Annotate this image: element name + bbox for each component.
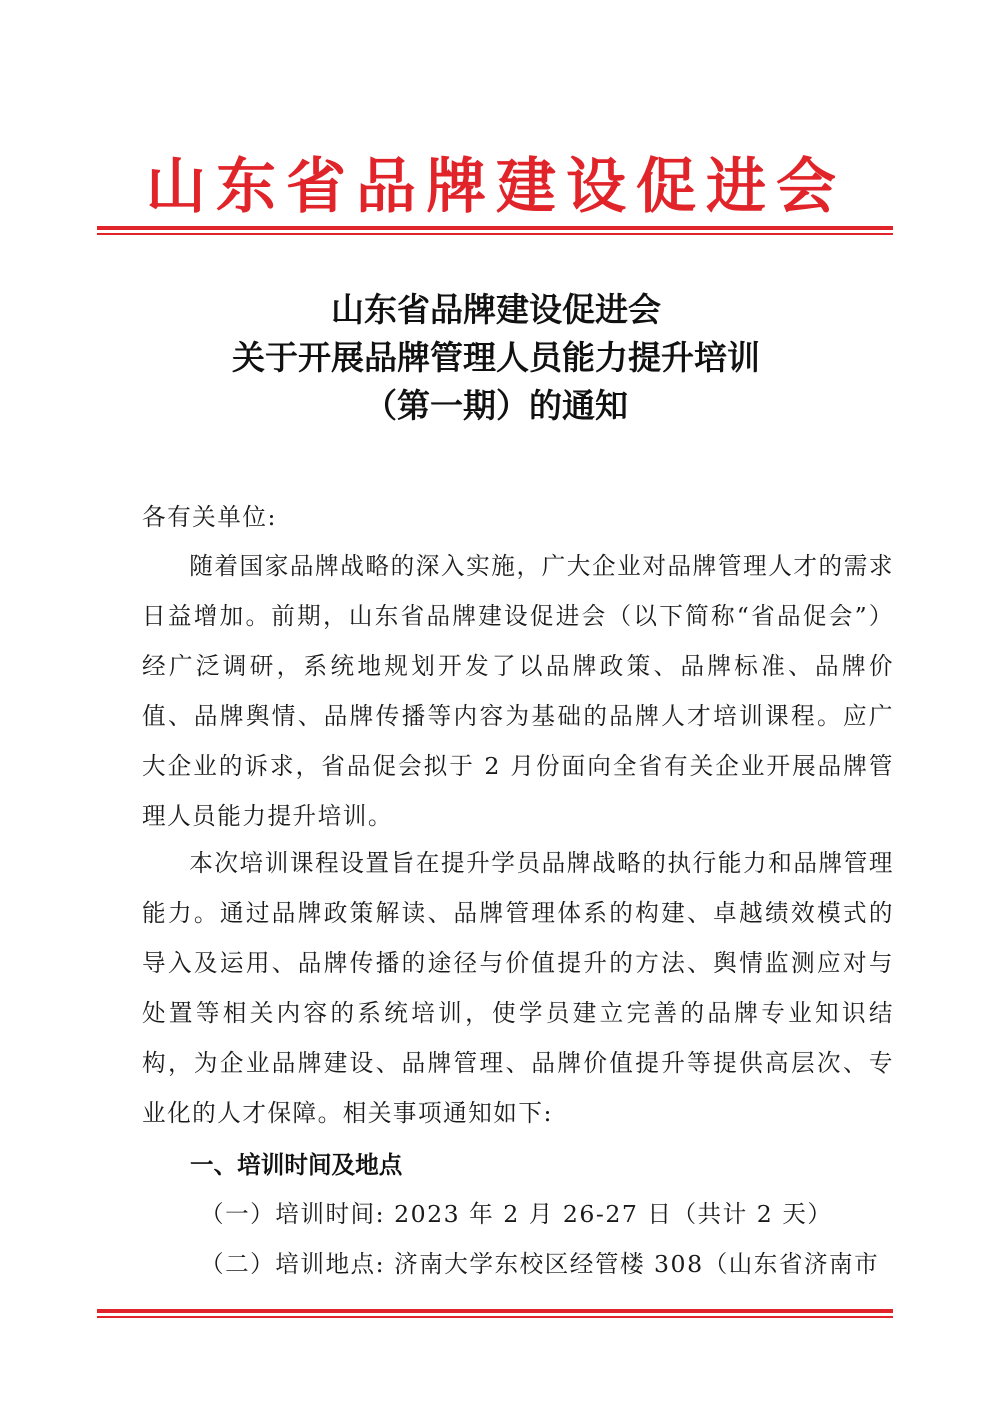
header-red-rule-thick [97,226,893,230]
item-training-location: （二）培训地点: 济南大学东校区经管楼 308（山东省济南市 [200,1250,880,1278]
title-line-2: 关于开展品牌管理人员能力提升培训 [232,338,760,377]
footer-red-rule-thick [97,1309,893,1313]
header-red-rule-thin [97,233,893,235]
title-line-3: （第一期）的通知 [364,386,628,425]
body-paragraph-1: 随着国家品牌战略的深入实施，广大企业对品牌管理人才的需求日益增加。前期，山东省品牌建设促进会（以下简称“省品促会”）经广泛调研，系统地规划开发了以品牌政策、品牌标准、品牌价值、品牌舆情、品牌传播等内容为基础的品牌人才培训课程。应广大企业的诉求，省品促会拟于 2 月份面向全省有关企业开展品牌管理人员能力提升培训。 [142,552,894,830]
document-title [96,286,896,430]
letterhead-organization-name: 山东省品牌建设促进会 [146,152,846,222]
item-training-time: （一）培训时间: 2023 年 2 月 26-27 日（共计 2 天） [200,1200,833,1228]
title-line-1: 山东省品牌建设促进会 [331,290,661,329]
footer-red-rule-thin [97,1316,893,1318]
body-paragraph-2: 本次培训课程设置旨在提升学员品牌战略的执行能力和品牌管理能力。通过品牌政策解读、品牌管理体系的构建、卓越绩效模式的导入及运用、品牌传播的途径与价值提升的方法、舆情监测应对与处置等相关内容的系统培训，使学员建立完善的品牌专业知识结构，为企业品牌建设、品牌管理、品牌价值提升等提供高层次、专业化的人才保障。相关事项通知如下: [142,849,894,1127]
salutation: 各有关单位: [142,503,277,531]
section-heading-1: 一、培训时间及地点 [190,1151,403,1179]
